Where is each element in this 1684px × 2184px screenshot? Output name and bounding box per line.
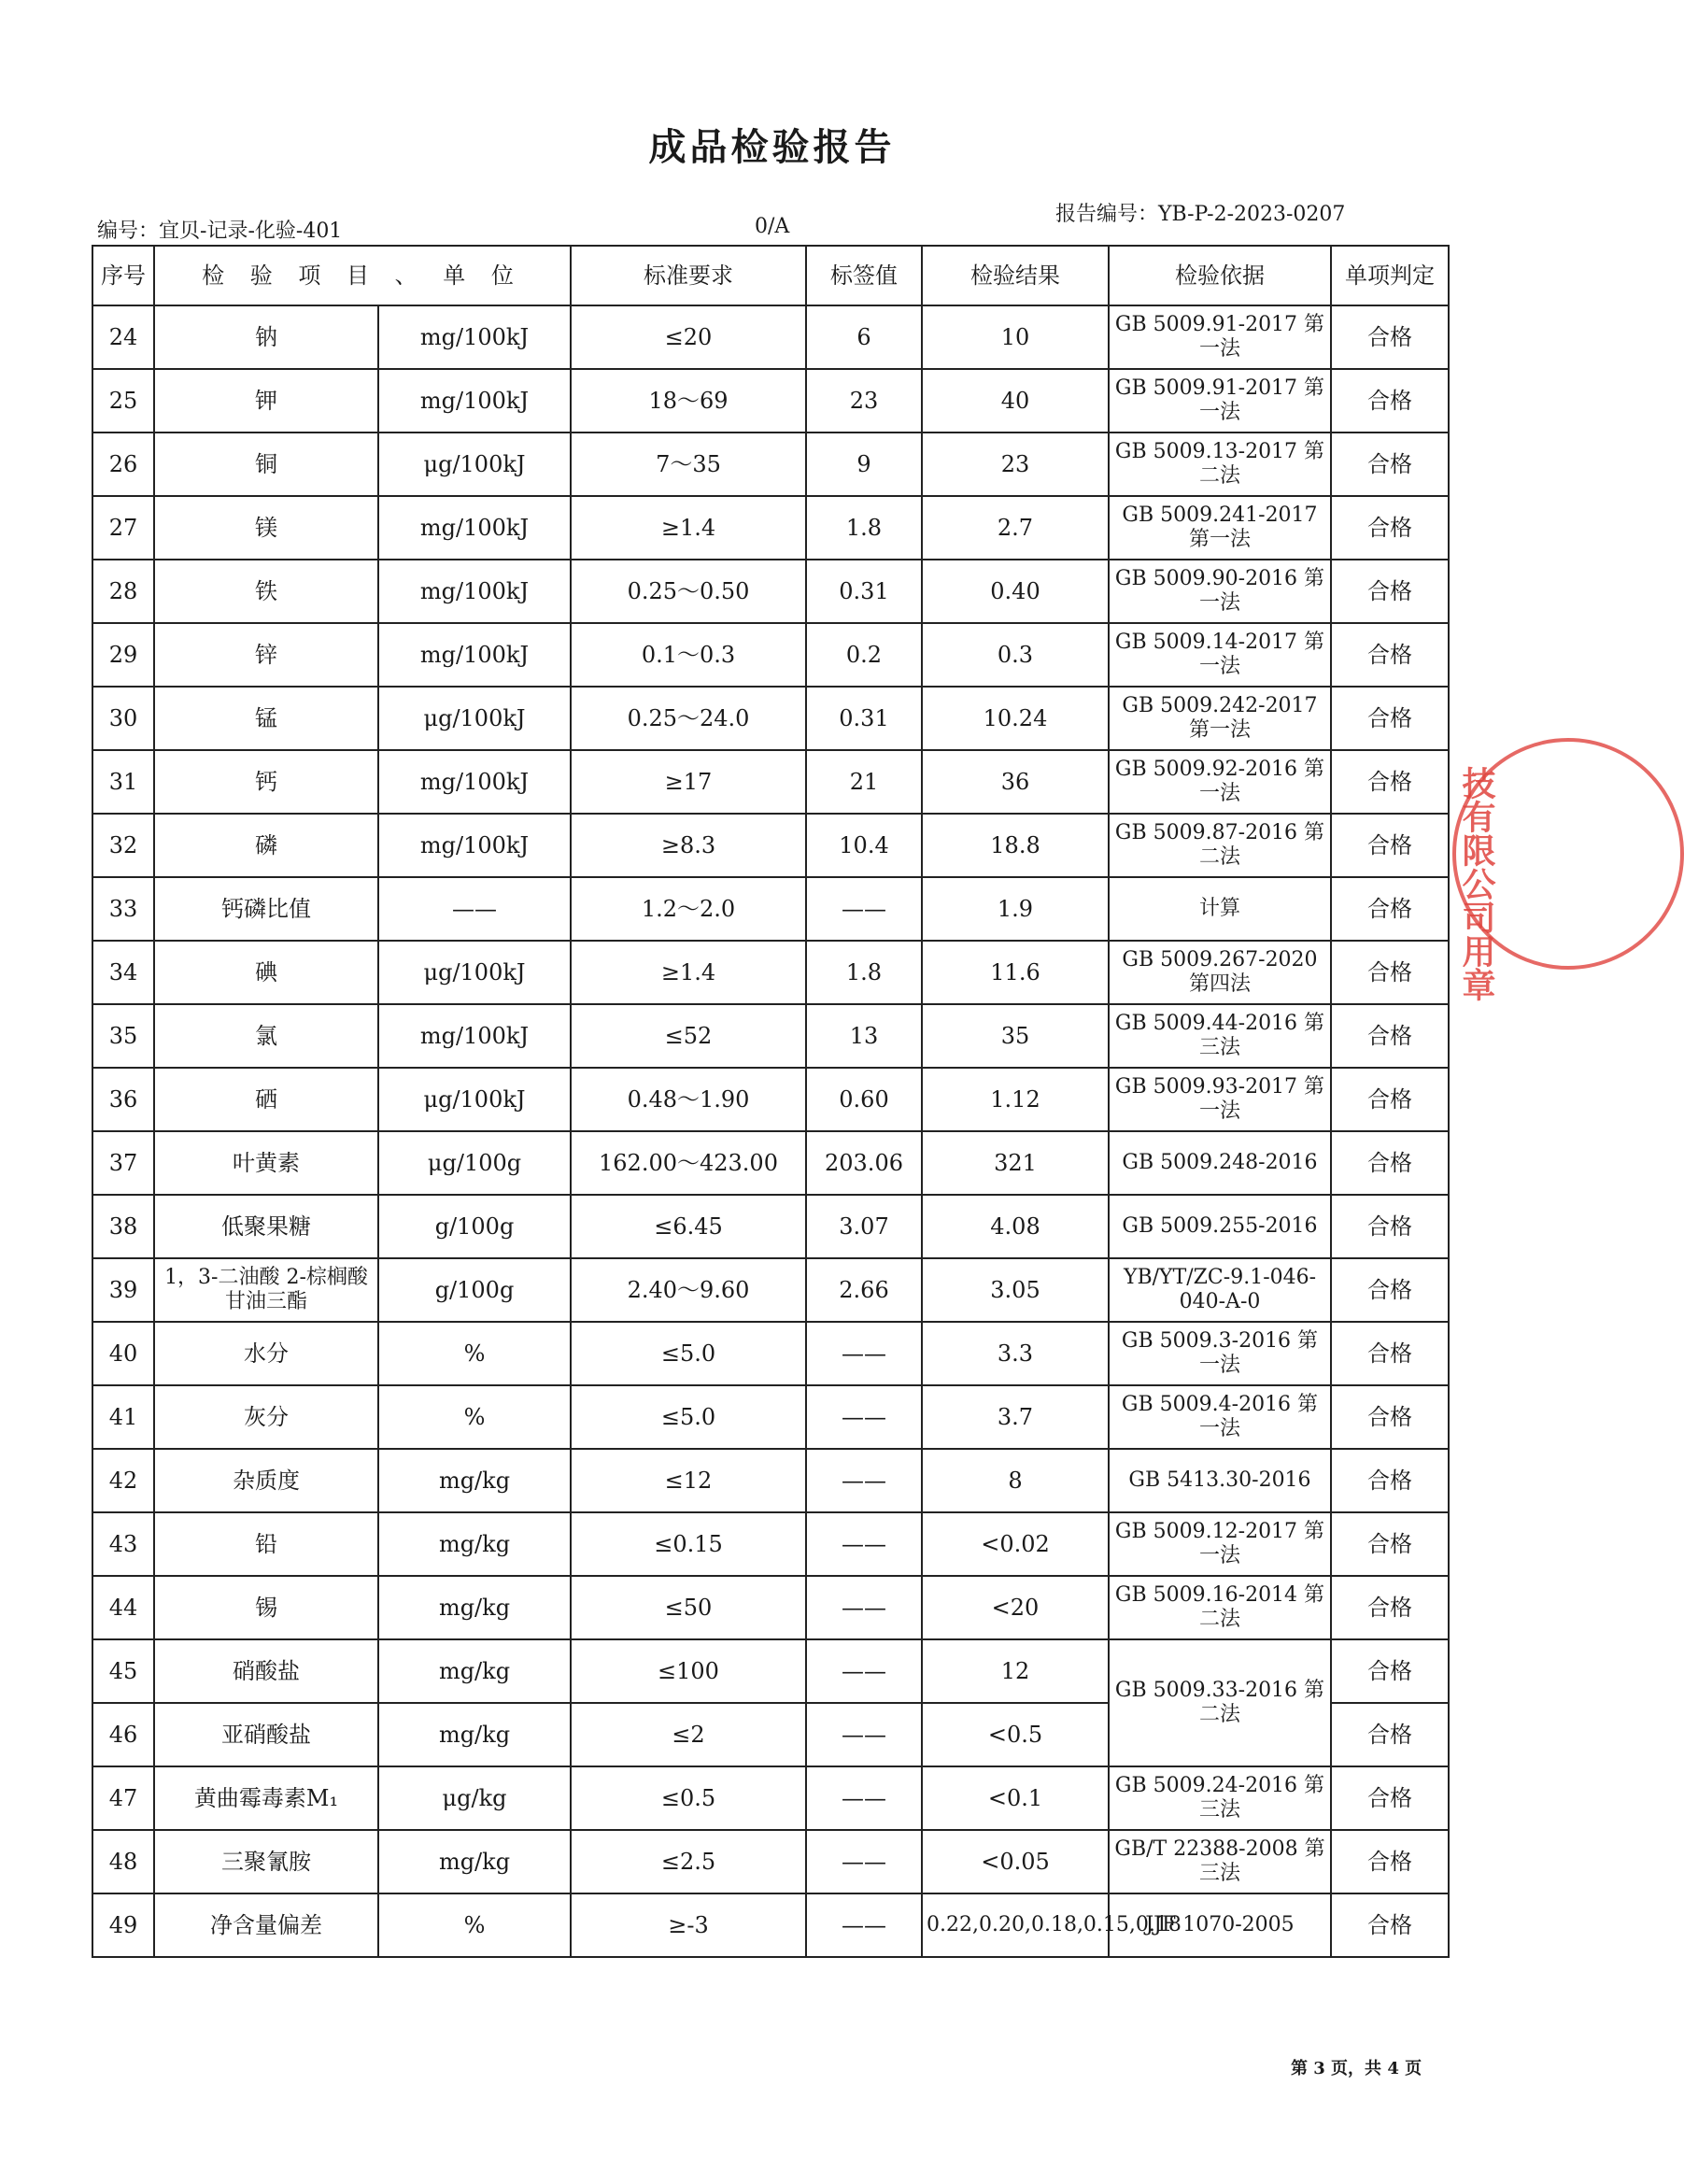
cell-basis: GB 5009.12-2017 第一法 bbox=[1109, 1512, 1331, 1576]
cell-label-value: 13 bbox=[806, 1004, 922, 1068]
cell-unit: mg/100kJ bbox=[378, 623, 571, 687]
cell-unit: mg/100kJ bbox=[378, 305, 571, 369]
cell-unit: mg/kg bbox=[378, 1703, 571, 1766]
cell-judgement: 合格 bbox=[1331, 496, 1449, 560]
cell-result: 8 bbox=[922, 1449, 1109, 1512]
cell-seq: 31 bbox=[92, 750, 154, 814]
table-row bbox=[92, 623, 1449, 687]
cell-result: 3.05 bbox=[922, 1258, 1109, 1322]
cell-seq: 44 bbox=[92, 1576, 154, 1639]
cell-label-value: —— bbox=[806, 1893, 922, 1957]
cell-unit: μg/100kJ bbox=[378, 1068, 571, 1131]
table-row bbox=[92, 1068, 1449, 1131]
cell-label-value: —— bbox=[806, 1703, 922, 1766]
cell-basis: JJF 1070-2005 bbox=[1109, 1893, 1331, 1957]
cell-item: 镁 bbox=[154, 496, 378, 560]
cell-seq: 32 bbox=[92, 814, 154, 877]
cell-result: 1.9 bbox=[922, 877, 1109, 941]
cell-standard: ≤20 bbox=[571, 305, 806, 369]
cell-label-value: 3.07 bbox=[806, 1195, 922, 1258]
cell-basis: GB/T 22388-2008 第三法 bbox=[1109, 1830, 1331, 1893]
cell-judgement: 合格 bbox=[1331, 1639, 1449, 1703]
table-row bbox=[92, 1639, 1449, 1703]
cell-standard: ≤2.5 bbox=[571, 1830, 806, 1893]
cell-result: 11.6 bbox=[922, 941, 1109, 1004]
cell-judgement: 合格 bbox=[1331, 1068, 1449, 1131]
cell-unit: mg/kg bbox=[378, 1449, 571, 1512]
version: 0/A bbox=[755, 215, 790, 238]
cell-unit: g/100g bbox=[378, 1258, 571, 1322]
cell-judgement: 合格 bbox=[1331, 369, 1449, 433]
table-row bbox=[92, 305, 1449, 369]
cell-seq: 46 bbox=[92, 1703, 154, 1766]
cell-basis: GB 5009.33-2016 第二法 bbox=[1109, 1639, 1331, 1766]
cell-unit: mg/kg bbox=[378, 1512, 571, 1576]
cell-item: 杂质度 bbox=[154, 1449, 378, 1512]
cell-seq: 48 bbox=[92, 1830, 154, 1893]
cell-judgement: 合格 bbox=[1331, 1830, 1449, 1893]
table-row bbox=[92, 1385, 1449, 1449]
cell-label-value: 23 bbox=[806, 369, 922, 433]
cell-standard: 1.2～2.0 bbox=[571, 877, 806, 941]
cell-label-value: —— bbox=[806, 877, 922, 941]
page-number: 第 3 页，共 4 页 bbox=[1291, 2059, 1422, 2078]
cell-judgement: 合格 bbox=[1331, 1322, 1449, 1385]
cell-item: 三聚氰胺 bbox=[154, 1830, 378, 1893]
cell-unit: μg/kg bbox=[378, 1766, 571, 1830]
cell-item: 钾 bbox=[154, 369, 378, 433]
cell-item: 叶黄素 bbox=[154, 1131, 378, 1195]
cell-label-value: —— bbox=[806, 1385, 922, 1449]
cell-standard: ≤5.0 bbox=[571, 1322, 806, 1385]
cell-label-value: —— bbox=[806, 1830, 922, 1893]
cell-seq: 26 bbox=[92, 433, 154, 496]
cell-unit: % bbox=[378, 1385, 571, 1449]
cell-result: 2.7 bbox=[922, 496, 1109, 560]
cell-judgement: 合格 bbox=[1331, 877, 1449, 941]
cell-seq: 39 bbox=[92, 1258, 154, 1322]
cell-judgement: 合格 bbox=[1331, 1449, 1449, 1512]
cell-standard: ≥17 bbox=[571, 750, 806, 814]
cell-judgement: 合格 bbox=[1331, 560, 1449, 623]
table-row bbox=[92, 687, 1449, 750]
cell-unit: μg/100kJ bbox=[378, 687, 571, 750]
cell-label-value: —— bbox=[806, 1512, 922, 1576]
cell-result: 18.8 bbox=[922, 814, 1109, 877]
cell-result: 12 bbox=[922, 1639, 1109, 1703]
cell-judgement: 合格 bbox=[1331, 1385, 1449, 1449]
cell-label-value: 0.31 bbox=[806, 687, 922, 750]
cell-label-value: 203.06 bbox=[806, 1131, 922, 1195]
cell-seq: 36 bbox=[92, 1068, 154, 1131]
cell-result: 36 bbox=[922, 750, 1109, 814]
cell-label-value: 9 bbox=[806, 433, 922, 496]
table-row bbox=[92, 560, 1449, 623]
cell-standard: 2.40～9.60 bbox=[571, 1258, 806, 1322]
cell-item: 铁 bbox=[154, 560, 378, 623]
cell-seq: 29 bbox=[92, 623, 154, 687]
cell-item: 硒 bbox=[154, 1068, 378, 1131]
cell-seq: 38 bbox=[92, 1195, 154, 1258]
cell-unit: mg/100kJ bbox=[378, 1004, 571, 1068]
header-result: 检验结果 bbox=[922, 246, 1109, 305]
cell-unit: mg/kg bbox=[378, 1639, 571, 1703]
cell-unit: mg/kg bbox=[378, 1576, 571, 1639]
cell-standard: ≤0.5 bbox=[571, 1766, 806, 1830]
cell-standard: ≥1.4 bbox=[571, 496, 806, 560]
cell-item: 黄曲霉毒素M₁ bbox=[154, 1766, 378, 1830]
cell-basis: GB 5009.255-2016 bbox=[1109, 1195, 1331, 1258]
document-number-value: 宜贝-记录-化验-401 bbox=[159, 220, 343, 243]
cell-judgement: 合格 bbox=[1331, 1576, 1449, 1639]
cell-basis: 计算 bbox=[1109, 877, 1331, 941]
table-row bbox=[92, 1195, 1449, 1258]
cell-judgement: 合格 bbox=[1331, 750, 1449, 814]
cell-item: 水分 bbox=[154, 1322, 378, 1385]
cell-item: 铅 bbox=[154, 1512, 378, 1576]
cell-standard: ≤0.15 bbox=[571, 1512, 806, 1576]
cell-item: 1，3-二油酸 2-棕榈酸甘油三酯 bbox=[154, 1258, 378, 1322]
cell-item: 锰 bbox=[154, 687, 378, 750]
cell-standard: 0.1～0.3 bbox=[571, 623, 806, 687]
cell-judgement: 合格 bbox=[1331, 1195, 1449, 1258]
cell-item: 低聚果糖 bbox=[154, 1195, 378, 1258]
company-seal-text: 技有限公司用章 bbox=[1457, 766, 1496, 1001]
cell-label-value: 2.66 bbox=[806, 1258, 922, 1322]
cell-result: 10.24 bbox=[922, 687, 1109, 750]
cell-judgement: 合格 bbox=[1331, 1004, 1449, 1068]
cell-unit: mg/100kJ bbox=[378, 560, 571, 623]
cell-basis: GB 5009.24-2016 第三法 bbox=[1109, 1766, 1331, 1830]
cell-seq: 43 bbox=[92, 1512, 154, 1576]
cell-item: 磷 bbox=[154, 814, 378, 877]
cell-standard: ≥-3 bbox=[571, 1893, 806, 1957]
cell-seq: 40 bbox=[92, 1322, 154, 1385]
cell-basis: GB 5009.248-2016 bbox=[1109, 1131, 1331, 1195]
cell-standard: ≥8.3 bbox=[571, 814, 806, 877]
cell-standard: 162.00～423.00 bbox=[571, 1131, 806, 1195]
cell-label-value: 0.2 bbox=[806, 623, 922, 687]
cell-seq: 35 bbox=[92, 1004, 154, 1068]
table-row bbox=[92, 496, 1449, 560]
cell-basis: GB 5009.13-2017 第二法 bbox=[1109, 433, 1331, 496]
table-row bbox=[92, 1893, 1449, 1957]
cell-label-value: —— bbox=[806, 1639, 922, 1703]
cell-standard: ≤12 bbox=[571, 1449, 806, 1512]
cell-judgement: 合格 bbox=[1331, 1258, 1449, 1322]
cell-seq: 25 bbox=[92, 369, 154, 433]
header-label-value: 标签值 bbox=[806, 246, 922, 305]
cell-judgement: 合格 bbox=[1331, 1703, 1449, 1766]
cell-label-value: 1.8 bbox=[806, 941, 922, 1004]
table-row bbox=[92, 1576, 1449, 1639]
cell-seq: 34 bbox=[92, 941, 154, 1004]
header-standard: 标准要求 bbox=[571, 246, 806, 305]
cell-label-value: —— bbox=[806, 1766, 922, 1830]
cell-item: 钠 bbox=[154, 305, 378, 369]
cell-result: 3.7 bbox=[922, 1385, 1109, 1449]
cell-unit: g/100g bbox=[378, 1195, 571, 1258]
cell-basis: GB 5009.93-2017 第一法 bbox=[1109, 1068, 1331, 1131]
cell-standard: 18～69 bbox=[571, 369, 806, 433]
cell-seq: 28 bbox=[92, 560, 154, 623]
table-row bbox=[92, 941, 1449, 1004]
cell-result: 1.12 bbox=[922, 1068, 1109, 1131]
cell-unit: —— bbox=[378, 877, 571, 941]
cell-unit: μg/100kJ bbox=[378, 433, 571, 496]
table-row bbox=[92, 1131, 1449, 1195]
cell-judgement: 合格 bbox=[1331, 1766, 1449, 1830]
page-title: 成品检验报告 bbox=[648, 125, 896, 169]
cell-result: 35 bbox=[922, 1004, 1109, 1068]
cell-judgement: 合格 bbox=[1331, 433, 1449, 496]
cell-seq: 49 bbox=[92, 1893, 154, 1957]
table-row bbox=[92, 814, 1449, 877]
cell-label-value: 0.60 bbox=[806, 1068, 922, 1131]
cell-unit: % bbox=[378, 1322, 571, 1385]
cell-basis: GB 5009.91-2017 第一法 bbox=[1109, 305, 1331, 369]
cell-basis: GB 5009.3-2016 第一法 bbox=[1109, 1322, 1331, 1385]
cell-unit: μg/100kJ bbox=[378, 941, 571, 1004]
cell-result: 3.3 bbox=[922, 1322, 1109, 1385]
cell-basis: GB 5009.91-2017 第一法 bbox=[1109, 369, 1331, 433]
cell-item: 钙 bbox=[154, 750, 378, 814]
cell-item: 锡 bbox=[154, 1576, 378, 1639]
cell-seq: 33 bbox=[92, 877, 154, 941]
table-row bbox=[92, 1004, 1449, 1068]
report-number bbox=[1055, 198, 1345, 227]
cell-result: 0.3 bbox=[922, 623, 1109, 687]
table-row bbox=[92, 433, 1449, 496]
cell-judgement: 合格 bbox=[1331, 814, 1449, 877]
cell-item: 氯 bbox=[154, 1004, 378, 1068]
cell-basis: GB 5009.14-2017 第一法 bbox=[1109, 623, 1331, 687]
cell-result: 10 bbox=[922, 305, 1109, 369]
cell-seq: 30 bbox=[92, 687, 154, 750]
cell-basis: GB 5009.92-2016 第一法 bbox=[1109, 750, 1331, 814]
cell-seq: 41 bbox=[92, 1385, 154, 1449]
cell-seq: 27 bbox=[92, 496, 154, 560]
header-item-unit: 检 验 项 目 、 单 位 bbox=[154, 246, 571, 305]
cell-standard: 0.25～0.50 bbox=[571, 560, 806, 623]
cell-basis: GB 5009.87-2016 第二法 bbox=[1109, 814, 1331, 877]
cell-judgement: 合格 bbox=[1331, 623, 1449, 687]
cell-basis: GB 5009.44-2016 第三法 bbox=[1109, 1004, 1331, 1068]
cell-label-value: —— bbox=[806, 1576, 922, 1639]
table-row bbox=[92, 1449, 1449, 1512]
cell-result: 0.22,0.20,0.18,0.15,0.18 bbox=[922, 1893, 1109, 1957]
cell-standard: 0.48～1.90 bbox=[571, 1068, 806, 1131]
cell-standard: 0.25～24.0 bbox=[571, 687, 806, 750]
cell-standard: ≤6.45 bbox=[571, 1195, 806, 1258]
cell-basis: GB 5009.16-2014 第二法 bbox=[1109, 1576, 1331, 1639]
cell-item: 亚硝酸盐 bbox=[154, 1703, 378, 1766]
cell-label-value: —— bbox=[806, 1322, 922, 1385]
cell-seq: 42 bbox=[92, 1449, 154, 1512]
cell-standard: 7～35 bbox=[571, 433, 806, 496]
cell-seq: 37 bbox=[92, 1131, 154, 1195]
table-row bbox=[92, 369, 1449, 433]
cell-label-value: 0.31 bbox=[806, 560, 922, 623]
table-row bbox=[92, 877, 1449, 941]
cell-unit: mg/kg bbox=[378, 1830, 571, 1893]
cell-standard: ≤50 bbox=[571, 1576, 806, 1639]
cell-item: 净含量偏差 bbox=[154, 1893, 378, 1957]
cell-judgement: 合格 bbox=[1331, 1512, 1449, 1576]
table-row bbox=[92, 1258, 1449, 1322]
cell-label-value: 6 bbox=[806, 305, 922, 369]
table-row bbox=[92, 1322, 1449, 1385]
inspection-table bbox=[92, 245, 1450, 1958]
report-number-value: YB-P-2-2023-0207 bbox=[1158, 203, 1346, 226]
table-header-row bbox=[92, 246, 1449, 305]
cell-result: <0.1 bbox=[922, 1766, 1109, 1830]
table-row bbox=[92, 1830, 1449, 1893]
cell-standard: ≤100 bbox=[571, 1639, 806, 1703]
cell-basis: GB 5009.4-2016 第一法 bbox=[1109, 1385, 1331, 1449]
cell-unit: mg/100kJ bbox=[378, 369, 571, 433]
cell-seq: 45 bbox=[92, 1639, 154, 1703]
cell-result: 4.08 bbox=[922, 1195, 1109, 1258]
cell-item: 灰分 bbox=[154, 1385, 378, 1449]
cell-result: <20 bbox=[922, 1576, 1109, 1639]
table-row bbox=[92, 1512, 1449, 1576]
document-number-label: 编号： bbox=[97, 220, 160, 243]
cell-judgement: 合格 bbox=[1331, 1131, 1449, 1195]
cell-judgement: 合格 bbox=[1331, 305, 1449, 369]
cell-basis: GB 5413.30-2016 bbox=[1109, 1449, 1331, 1512]
cell-basis: GB 5009.241-2017 第一法 bbox=[1109, 496, 1331, 560]
cell-basis: GB 5009.267-2020 第四法 bbox=[1109, 941, 1331, 1004]
cell-unit: mg/100kJ bbox=[378, 750, 571, 814]
cell-judgement: 合格 bbox=[1331, 687, 1449, 750]
cell-result: <0.02 bbox=[922, 1512, 1109, 1576]
cell-standard: ≥1.4 bbox=[571, 941, 806, 1004]
cell-basis: GB 5009.242-2017 第一法 bbox=[1109, 687, 1331, 750]
cell-result: 321 bbox=[922, 1131, 1109, 1195]
cell-label-value: —— bbox=[806, 1449, 922, 1512]
cell-item: 钙磷比值 bbox=[154, 877, 378, 941]
cell-item: 锌 bbox=[154, 623, 378, 687]
header-seq: 序号 bbox=[92, 246, 154, 305]
cell-standard: ≤5.0 bbox=[571, 1385, 806, 1449]
table-row bbox=[92, 750, 1449, 814]
header-basis: 检验依据 bbox=[1109, 246, 1331, 305]
cell-label-value: 1.8 bbox=[806, 496, 922, 560]
cell-judgement: 合格 bbox=[1331, 1893, 1449, 1957]
cell-unit: % bbox=[378, 1893, 571, 1957]
cell-judgement: 合格 bbox=[1331, 941, 1449, 1004]
cell-basis: GB 5009.90-2016 第一法 bbox=[1109, 560, 1331, 623]
table-row bbox=[92, 1766, 1449, 1830]
cell-item: 碘 bbox=[154, 941, 378, 1004]
document-number bbox=[97, 215, 342, 244]
cell-result: 23 bbox=[922, 433, 1109, 496]
header-judgement: 单项判定 bbox=[1331, 246, 1449, 305]
table-body bbox=[92, 305, 1449, 1957]
cell-result: <0.5 bbox=[922, 1703, 1109, 1766]
cell-standard: ≤52 bbox=[571, 1004, 806, 1068]
cell-label-value: 21 bbox=[806, 750, 922, 814]
cell-standard: ≤2 bbox=[571, 1703, 806, 1766]
cell-unit: μg/100g bbox=[378, 1131, 571, 1195]
cell-item: 铜 bbox=[154, 433, 378, 496]
report-number-label: 报告编号： bbox=[1055, 203, 1159, 226]
cell-unit: mg/100kJ bbox=[378, 496, 571, 560]
cell-seq: 47 bbox=[92, 1766, 154, 1830]
cell-result: 0.40 bbox=[922, 560, 1109, 623]
cell-seq: 24 bbox=[92, 305, 154, 369]
cell-result: <0.05 bbox=[922, 1830, 1109, 1893]
cell-label-value: 10.4 bbox=[806, 814, 922, 877]
cell-unit: mg/100kJ bbox=[378, 814, 571, 877]
cell-basis: YB/YT/ZC-9.1-046-040-A-0 bbox=[1109, 1258, 1331, 1322]
cell-result: 40 bbox=[922, 369, 1109, 433]
cell-item: 硝酸盐 bbox=[154, 1639, 378, 1703]
